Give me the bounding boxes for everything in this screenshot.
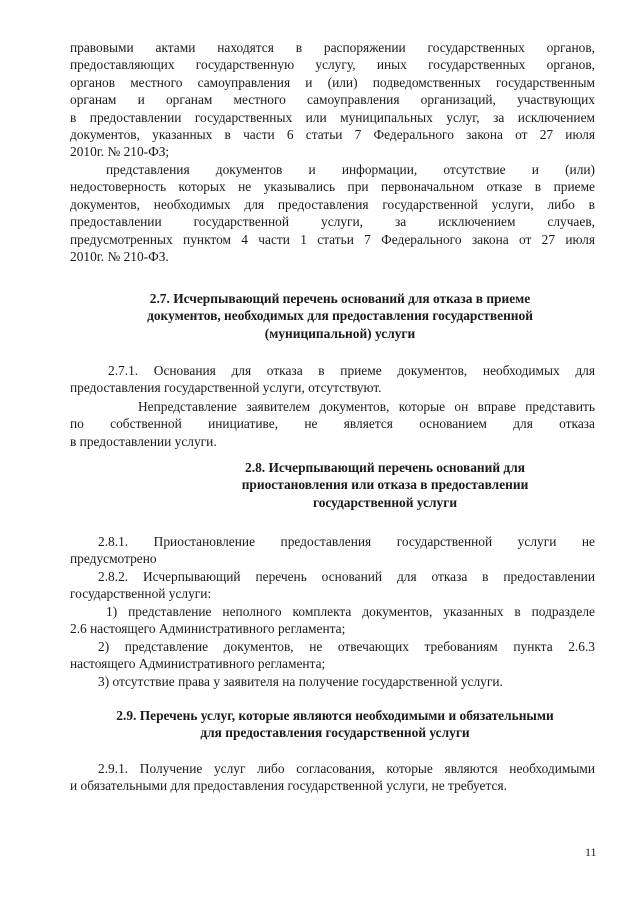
list-item-2 [70,638,595,673]
text-line: 1) представление неполного комплекта документов, указанных в подразделе [106,604,595,619]
text-line: документов, указанных в части 6 статьи 7 Федерального закона от 27 июля [70,127,595,143]
text-line: настоящего Административного регламента; [70,656,326,672]
heading-line: 2.9. Перечень услуг, которые являются необходимыми и обязательными [116,708,554,723]
text-line: 2.7.1. Основания для отказа в приеме документов, необходимых для [108,363,595,378]
paragraph-2-7-2 [70,398,595,450]
text-line: недостоверность которых не указывались при первоначальном отказе в приеме [70,179,595,195]
text-line: в предоставлении услуги. [70,433,217,449]
section-heading-2-9 [70,707,600,742]
text-line: и обязательными для предоставления государственной услуги, не требуется. [70,778,507,794]
text-line: 2.8.2. Исчерпывающий перечень оснований для отказа в предоставлении [98,569,595,584]
text-line: 2010г. № 210-ФЗ. [70,249,169,265]
heading-line: (муниципальной) услуги [264,325,416,341]
paragraph-documents [70,161,595,265]
text-line: 2) представление документов, не отвечающих требованиям пункта 2.6.3 [98,639,595,654]
page-number: 11 [585,845,597,859]
text-line: по собственной инициативе, не является основанием для отказа [70,416,595,432]
text-line: правовыми актами находятся в распоряжении государственных органов, [70,40,595,55]
paragraph-2-9-1 [70,760,595,795]
text-line: предоставлении государственной услуги, за исключением случаев, [70,214,595,230]
heading-line: для предоставления государственной услуги [200,725,470,741]
text-line: предусмотрено [70,551,157,567]
text-line: предусмотренных пунктом 4 части 1 статьи 7 Федерального закона от 27 июля [70,231,595,247]
text-line: государственной услуги: [70,586,212,602]
section-heading-2-7 [95,290,585,342]
text-line: Непредставление заявителем документов, которые он вправе представить [138,399,595,414]
text-line: предоставления государственной услуги, отсутствуют. [70,380,382,396]
heading-line: 2.8. Исчерпывающий перечень оснований для [245,460,525,475]
paragraph-2-7-1 [70,362,595,397]
text-line: предоставляющих государственную услугу, иных государственных органов, [70,57,595,73]
section-heading-2-8 [170,459,600,511]
paragraph-continuation [70,39,595,161]
heading-line: документов, необходимых для предоставления государственной [147,308,533,324]
paragraph-2-8-1 [70,533,595,568]
text-line: 3) отсутствие права у заявителя на получение государственной услуги. [98,674,503,689]
text-line: 2.6 настоящего Административного регламента; [70,621,346,637]
text-line: в предоставлении государственных или муниципальных услуг, за исключением [70,109,595,125]
paragraph-2-8-2 [70,568,595,603]
text-line: 2.9.1. Получение услуг либо согласования, которые являются необходимыми [98,761,595,776]
text-line: органам и органам местного самоуправления организаций, участвующих [70,92,595,108]
text-line: 2.8.1. Приостановление предоставления государственной услуги не [98,534,595,549]
list-item-3 [70,673,595,690]
list-item-1 [70,603,595,638]
heading-line: государственной услуги [312,494,458,510]
text-line: 2010г. № 210-ФЗ; [70,144,170,160]
text-line: органов местного самоуправления и (или) подведомственных государственным [70,74,595,90]
heading-line: приостановления или отказа в предоставлении [241,477,529,493]
heading-line: 2.7. Исчерпывающий перечень оснований для отказа в приеме [149,291,531,306]
text-line: представления документов и информации, отсутствие и (или) [106,162,595,177]
text-line: документов, необходимых для предоставления государственной услуги, либо в [70,196,595,212]
